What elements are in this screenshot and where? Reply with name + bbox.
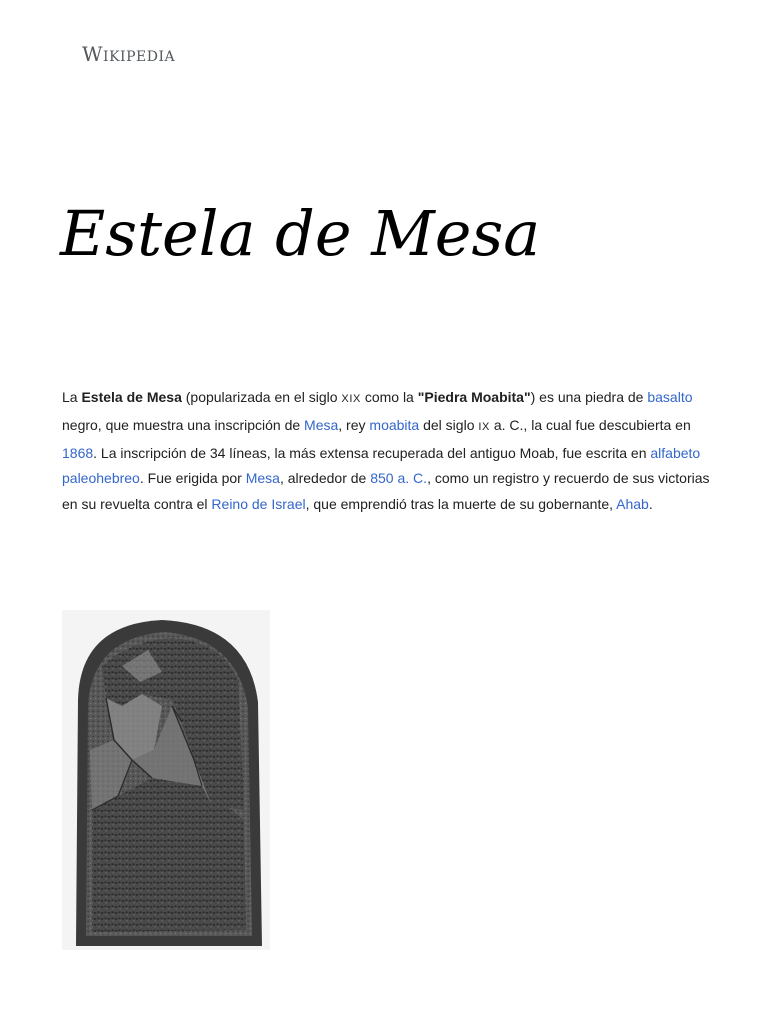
stele-illustration: [62, 610, 270, 950]
wikipedia-logo[interactable]: Wikipedia: [82, 42, 176, 66]
intro-text: . Fue erigida por: [139, 470, 246, 487]
link-850-ac[interactable]: 850 a. C.: [370, 470, 428, 487]
link-moabita[interactable]: moabita: [369, 416, 420, 433]
intro-text: , que emprendió tras la muerte de su gobernante,: [305, 496, 617, 513]
intro-bold-term: "Piedra Moabita": [417, 389, 531, 405]
link-ahab[interactable]: Ahab: [616, 496, 649, 513]
link-mesa-king[interactable]: Mesa: [245, 470, 280, 487]
link-1868[interactable]: 1868: [62, 444, 94, 461]
link-reino-de-israel[interactable]: Reino de Israel: [211, 496, 306, 513]
link-alfabeto-paleohebreo[interactable]: alfabeto paleohebreo: [62, 444, 701, 487]
intro-text: , alrededor de: [279, 470, 371, 487]
link-basalto[interactable]: basalto: [647, 389, 693, 405]
intro-text: a. C., la cual fue descubierta en: [489, 416, 691, 433]
roman-numeral: XIX: [341, 393, 361, 405]
roman-numeral: IX: [478, 420, 490, 433]
article-intro-paragraph: [62, 385, 712, 518]
intro-text: como la: [360, 389, 418, 405]
intro-text: , como un registro y recuerdo de sus victorias en su revuelta contra el: [62, 470, 710, 513]
intro-text: . La inscripción de 34 líneas, la más extensa recuperada del antiguo Moab, fue escrita en: [93, 444, 651, 461]
intro-text: .: [648, 496, 653, 513]
intro-text: La: [62, 389, 82, 405]
intro-text: ) es una piedra de: [530, 389, 648, 405]
intro-bold-term: Estela de Mesa: [81, 389, 182, 405]
intro-text: , rey: [338, 416, 370, 433]
intro-text: negro, que muestra una inscripción de: [62, 416, 305, 433]
link-mesa[interactable]: Mesa: [304, 416, 339, 433]
mesha-stele-image[interactable]: [62, 610, 270, 950]
intro-text: (popularizada en el siglo: [181, 389, 342, 405]
intro-text: del siglo: [419, 416, 479, 433]
page-title: Estela de Mesa: [60, 197, 541, 270]
